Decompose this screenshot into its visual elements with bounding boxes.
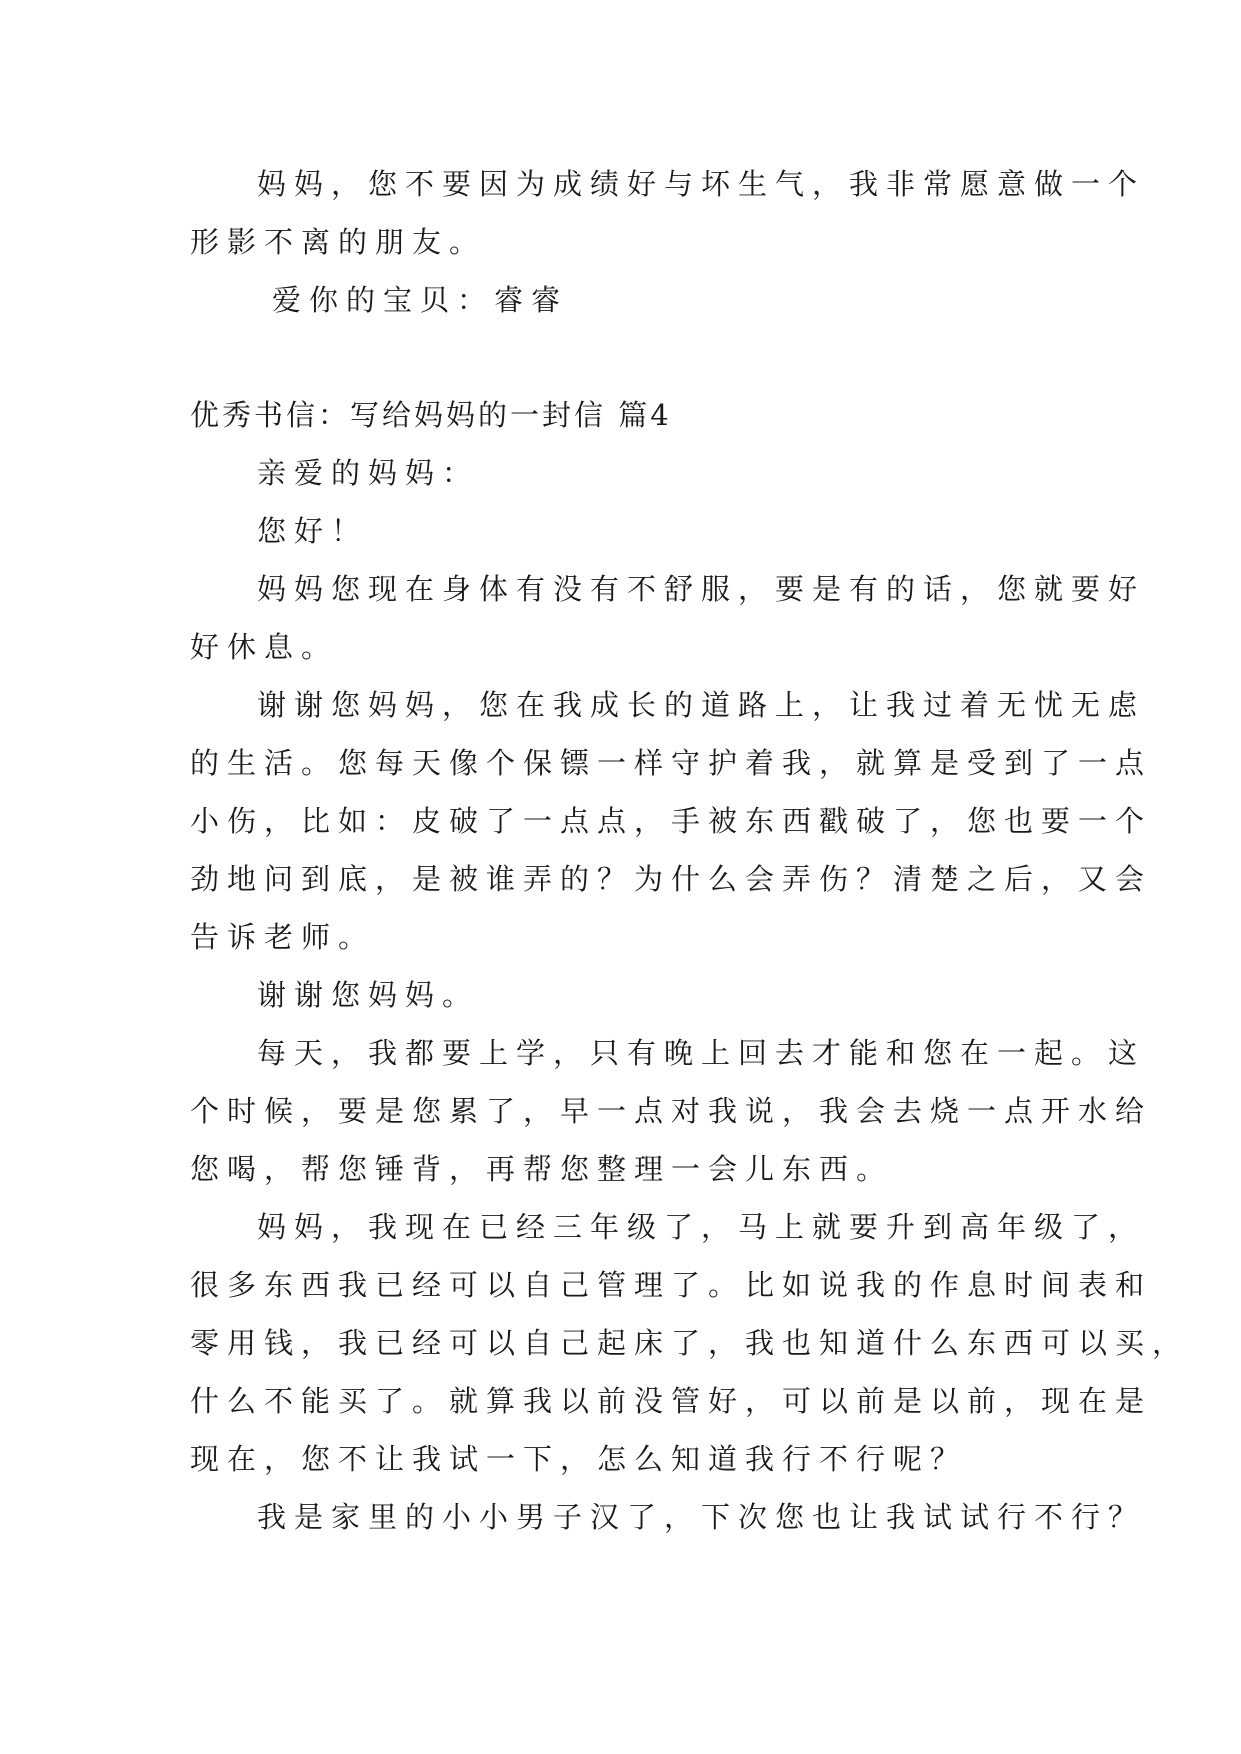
paragraph-line: 好休息。 — [190, 630, 339, 664]
signature: 爱你的宝贝：睿睿 — [272, 283, 569, 317]
paragraph-line: 形影不离的朋友。 — [190, 225, 487, 259]
section-heading: 优秀书信：写给妈妈的一封信 篇4 — [190, 398, 672, 432]
paragraph-line: 劲地问到底，是被谁弄的？为什么会弄伤？清楚之后，又会 — [190, 862, 1153, 896]
greeting: 您好！ — [257, 514, 369, 548]
paragraph-line: 每天，我都要上学，只有晚上回去才能和您在一起。这 — [257, 1036, 1146, 1070]
paragraph-line: 很多东西我已经可以自己管理了。比如说我的作息时间表和 — [190, 1268, 1153, 1302]
paragraph-line: 您喝，帮您锤背，再帮您整理一会儿东西。 — [190, 1152, 894, 1186]
salutation: 亲爱的妈妈： — [257, 456, 480, 490]
paragraph-line: 谢谢您妈妈。 — [257, 978, 480, 1012]
paragraph-line: 个时候，要是您累了，早一点对我说，我会去烧一点开水给 — [190, 1094, 1153, 1128]
paragraph-line: 妈妈，您不要因为成绩好与坏生气，我非常愿意做一个 — [257, 167, 1146, 201]
paragraph-line: 什么不能买了。就算我以前没管好，可以前是以前，现在是 — [190, 1384, 1153, 1418]
paragraph-line: 告诉老师。 — [190, 920, 376, 954]
paragraph-line: 我是家里的小小男子汉了，下次您也让我试试行不行？ — [257, 1500, 1146, 1534]
paragraph-line: 零用钱，我已经可以自己起床了，我也知道什么东西可以买， — [190, 1326, 1190, 1360]
paragraph-line: 谢谢您妈妈，您在我成长的道路上，让我过着无忧无虑 — [257, 688, 1146, 722]
paragraph-line: 的生活。您每天像个保镖一样守护着我，就算是受到了一点 — [190, 746, 1153, 780]
paragraph-line: 小伤，比如：皮破了一点点，手被东西戳破了，您也要一个 — [190, 804, 1153, 838]
paragraph-line: 妈妈您现在身体有没有不舒服，要是有的话，您就要好 — [257, 572, 1146, 606]
paragraph-line: 现在，您不让我试一下，怎么知道我行不行呢？ — [190, 1442, 968, 1476]
paragraph-line: 妈妈，我现在已经三年级了，马上就要升到高年级了， — [257, 1210, 1146, 1244]
